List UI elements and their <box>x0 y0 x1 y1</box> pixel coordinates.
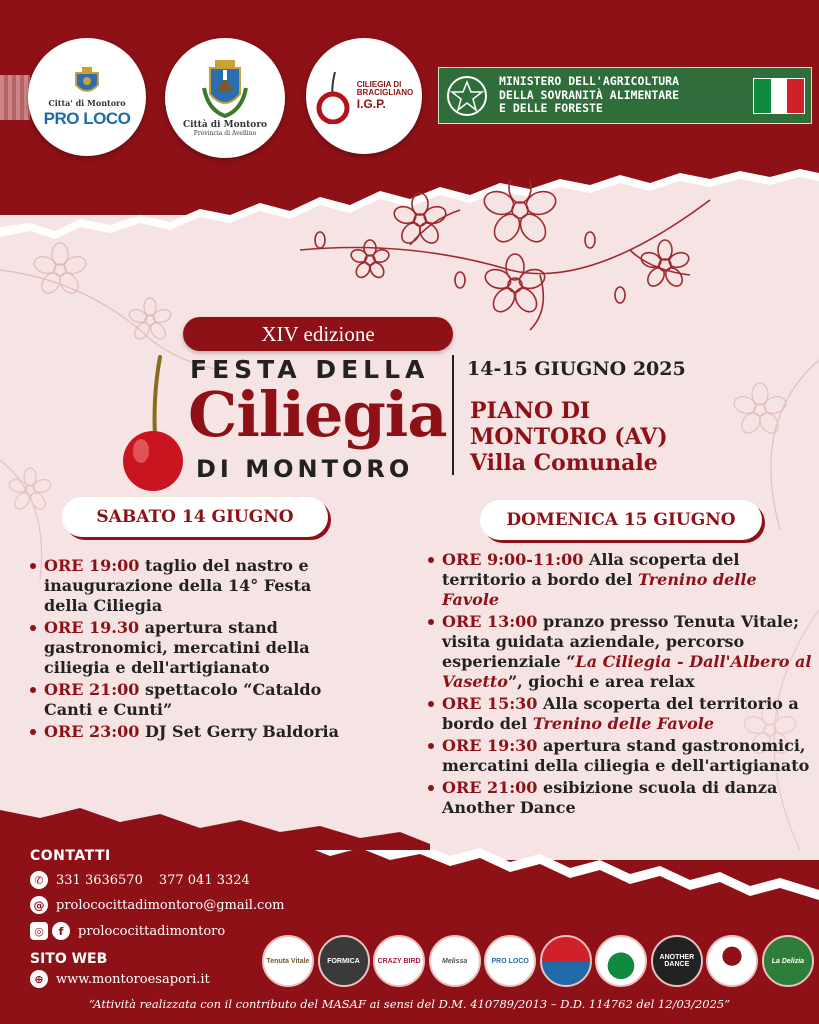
item-time: ORE 19:00 <box>44 556 140 575</box>
contact-phone <box>30 871 250 889</box>
igp-logo <box>306 38 422 154</box>
title-di-montoro: DI MONTORO <box>196 455 414 483</box>
item-time: ORE 15:30 <box>442 694 538 713</box>
contact-social <box>30 922 225 940</box>
item-italic: La Ciliegia - Dall'Albero al Vasetto <box>442 652 812 691</box>
ministero-banner <box>438 67 812 124</box>
ministero-line2: DELLA SOVRANITÀ ALIMENTARE <box>499 87 680 102</box>
website-title: SITO WEB <box>30 951 108 967</box>
sunday-header: DOMENICA 15 GIUGNO <box>480 500 762 540</box>
schedule-item <box>30 556 350 616</box>
sponsor-logo: Tenuta Vitale <box>262 935 314 987</box>
footer-red-wedge <box>0 800 430 850</box>
item-italic: Trenino delle Favole <box>442 570 757 609</box>
item-time: ORE 19:30 <box>442 736 538 755</box>
igp-text <box>357 81 413 112</box>
crest-icon <box>72 65 102 97</box>
ministero-text <box>499 75 753 116</box>
proloco-word: PRO LOCO <box>43 108 131 128</box>
sponsor-logo <box>540 935 592 987</box>
phone-number-2[interactable]: 377 041 3324 <box>158 872 250 888</box>
cherry-icon <box>315 68 353 124</box>
sponsor-logo: FORMICA <box>318 935 370 987</box>
item-text: spettacolo “Cataldo Canti e Cunti” <box>44 680 322 719</box>
item-text: pranzo presso Tenuta Vitale; visita guidata aziendale, percorso esperienziale “ <box>442 612 799 671</box>
sponsor-logo: La Delizia <box>762 935 814 987</box>
item-text: Alla scoperta del territorio a bordo del <box>442 550 740 589</box>
event-dates: 14-15 GIUGNO 2025 <box>467 358 686 380</box>
proloco-city: Citta' di Montoro <box>48 98 126 109</box>
instagram-icon: ◎ <box>30 922 48 940</box>
sponsor-logo: CRAZY BIRD <box>373 935 425 987</box>
email-link[interactable]: prolococittadimontoro@gmail.com <box>56 897 285 913</box>
location-line1: PIANO DI <box>470 398 591 424</box>
title-divider <box>452 355 454 475</box>
sponsor-logos <box>262 935 814 989</box>
item-time: ORE 9:00-11:00 <box>442 550 584 569</box>
item-text: esibizione scuola di danza Another Dance <box>442 778 778 817</box>
italian-flag-icon <box>753 78 805 114</box>
comune-province: Provincia di Avellino <box>193 129 257 137</box>
sponsor-logo: PRO LOCO <box>484 935 536 987</box>
proloco-logo <box>28 38 146 156</box>
item-time: ORE 19.30 <box>44 618 140 637</box>
igp-line1: CILIEGIA DI <box>356 79 402 89</box>
item-italic: Trenino delle Favole <box>532 714 715 733</box>
location-line2: MONTORO (AV) <box>470 424 668 450</box>
item-time: ORE 23:00 <box>44 722 140 741</box>
schedule-item <box>30 618 350 678</box>
igp-line3: I.G.P. <box>356 97 386 112</box>
location-line3: Villa Comunale <box>470 450 658 476</box>
sponsor-logo: Melissa <box>429 935 481 987</box>
contact-website <box>30 970 210 988</box>
sponsor-logo <box>706 935 758 987</box>
comune-logo <box>165 38 285 158</box>
schedule-item <box>428 694 813 734</box>
schedule-item <box>30 722 350 742</box>
item-time: ORE 21:00 <box>44 680 140 699</box>
schedule-item <box>428 612 813 692</box>
item-text: taglio del nastro e inaugurazione della 14° Festa della Ciliegia <box>44 556 312 615</box>
edition-badge: XIV edizione <box>183 317 453 351</box>
item-text: apertura stand gastronomici, mercatini della ciliegia e dell'artigianato <box>442 736 810 775</box>
ministero-line1: MINISTERO DELL'AGRICOLTURA <box>499 73 680 88</box>
sponsor-logo <box>595 935 647 987</box>
globe-icon: ⊕ <box>30 970 48 988</box>
comune-city: Città di Montoro <box>182 120 268 131</box>
ministero-line3: E DELLE FORESTE <box>499 101 603 116</box>
schedule-item <box>428 550 813 610</box>
contacts-title: CONTATTI <box>30 848 111 864</box>
phone-number-1[interactable]: 331 3636570 <box>56 872 143 888</box>
sponsor-logo: ANOTHER DANCE <box>651 935 703 987</box>
item-after: ”, giochi e area relax <box>507 672 695 691</box>
contact-email <box>30 896 284 914</box>
facebook-icon: f <box>52 922 70 940</box>
coat-of-arms-icon <box>198 58 252 120</box>
title-festa-della: FESTA DELLA <box>190 355 430 384</box>
cherry-blossom-branch <box>290 180 720 340</box>
item-text: Alla scoperta del territorio a bordo del <box>442 694 799 733</box>
schedule-item <box>30 680 350 720</box>
republic-emblem-icon <box>445 74 489 118</box>
item-text: DJ Set Gerry Baldoria <box>139 722 339 741</box>
igp-line2: BRACIGLIANO <box>356 88 414 98</box>
website-link[interactable]: www.montoroesapori.it <box>56 971 210 987</box>
funding-footnote: “Attività realizzata con il contributo del MASAF ai sensi del D.M. 410789/2013 – D.D. 114762 del 12/03/2025” <box>88 997 731 1011</box>
item-time: ORE 21:00 <box>442 778 538 797</box>
item-time: ORE 13:00 <box>442 612 538 631</box>
saturday-header: SABATO 14 GIUGNO <box>62 497 328 537</box>
at-sign-icon: @ <box>30 896 48 914</box>
social-handle[interactable]: prolococittadimontoro <box>78 923 226 939</box>
schedule-item <box>428 736 813 776</box>
phone-icon: ✆ <box>30 871 48 889</box>
item-text: apertura stand gastronomici, mercatini della ciliegia e dell'artigianato <box>44 618 310 677</box>
sunday-schedule <box>428 550 813 820</box>
title-ciliegia: Ciliegia <box>188 378 447 451</box>
checkered-decoration <box>0 75 30 120</box>
cherry-illustration-icon <box>115 355 190 495</box>
saturday-schedule <box>30 556 350 744</box>
